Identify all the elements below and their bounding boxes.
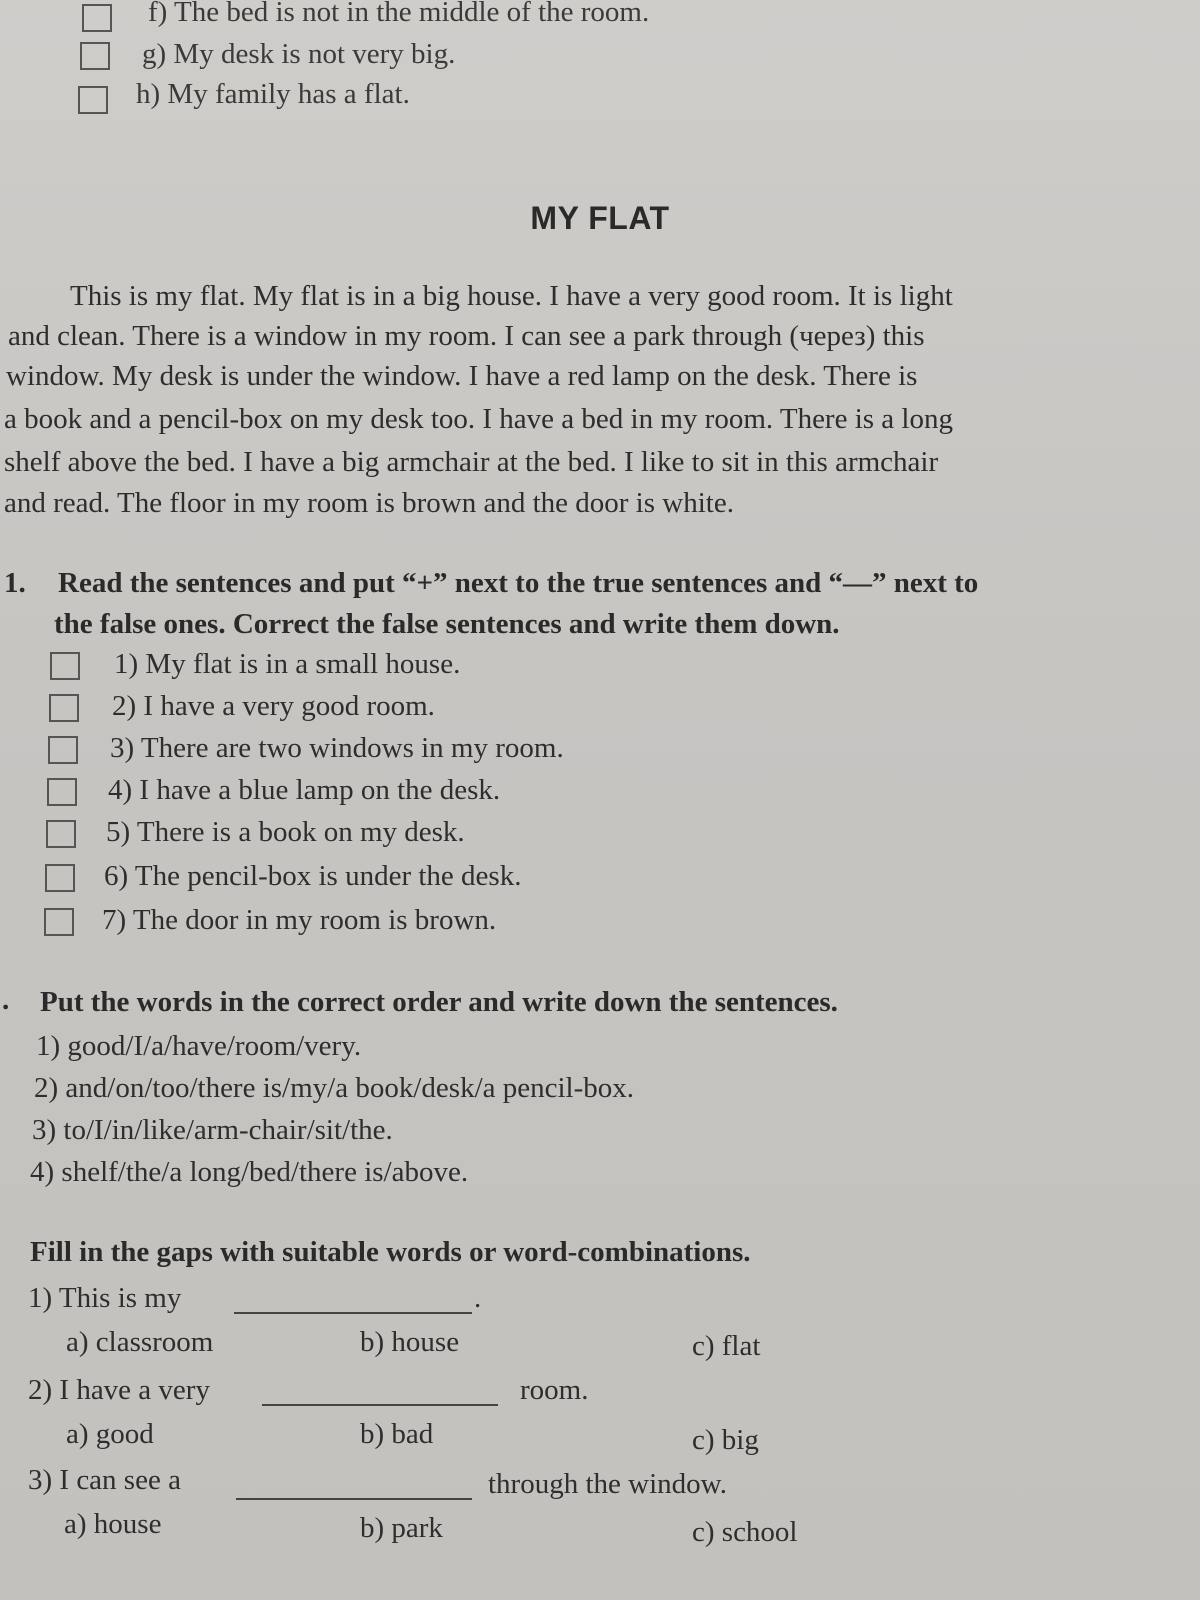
checkbox-6[interactable] <box>45 864 75 892</box>
text-title: MY FLAT <box>530 200 670 236</box>
statement-2: 2) I have a very good room. <box>112 690 435 722</box>
option-3a: a) house <box>64 1508 162 1540</box>
paragraph-line-6: and read. The floor in my room is brown and the door is white. <box>4 487 734 519</box>
paragraph-line-4: a book and a pencil-box on my desk too. I have a bed in my room. There is a long <box>4 403 953 435</box>
reorder-item-3: 3) to/I/in/like/arm-chair/sit/the. <box>32 1114 393 1146</box>
statement-5: 5) There is a book on my desk. <box>106 816 465 848</box>
gap-question-3: 3) I can see a <box>28 1464 181 1496</box>
checkbox-h[interactable] <box>78 86 108 114</box>
checkbox-f[interactable] <box>82 4 112 32</box>
statement-4: 4) I have a blue lamp on the desk. <box>108 774 501 806</box>
option-3b: b) park <box>360 1512 443 1544</box>
gap-question-2-end: room. <box>520 1374 589 1406</box>
option-2c: c) big <box>692 1424 759 1456</box>
gap-question-1: 1) This is my <box>28 1282 182 1314</box>
checkbox-4[interactable] <box>47 778 77 806</box>
statement-1: 1) My flat is in a small house. <box>114 648 461 680</box>
gap-question-2: 2) I have a very <box>28 1374 210 1406</box>
option-1b: b) house <box>360 1326 460 1358</box>
gap-blank-1[interactable] <box>234 1312 472 1314</box>
option-2b: b) bad <box>360 1418 434 1450</box>
task1-instruction-line1: Read the sentences and put “+” next to the true sentences and “—” next to <box>58 567 979 599</box>
checkbox-g[interactable] <box>80 42 110 70</box>
statement-3: 3) There are two windows in my room. <box>110 732 564 764</box>
reorder-item-1: 1) good/I/a/have/room/very. <box>36 1030 362 1062</box>
gap-blank-3[interactable] <box>236 1498 472 1500</box>
gap-question-3-end: through the window. <box>488 1468 727 1500</box>
statement-6: 6) The pencil-box is under the desk. <box>104 860 522 892</box>
reorder-item-4: 4) shelf/the/a long/bed/there is/above. <box>30 1156 469 1188</box>
option-2a: a) good <box>66 1418 154 1450</box>
task1-number: 1. <box>4 567 26 599</box>
checkbox-3[interactable] <box>48 736 78 764</box>
paragraph-line-5: shelf above the bed. I have a big armchair at the bed. I like to sit in this armchair <box>4 446 939 478</box>
task3-instruction: Fill in the gaps with suitable words or word-combinations. <box>30 1236 751 1268</box>
checkbox-2[interactable] <box>49 694 79 722</box>
paragraph-line-1: This is my flat. My flat is in a big house. I have a very good room. It is light <box>70 280 953 312</box>
option-3c: c) school <box>692 1516 798 1548</box>
option-1c: c) flat <box>692 1330 761 1362</box>
statement-g: g) My desk is not very big. <box>142 38 456 70</box>
checkbox-7[interactable] <box>44 908 74 936</box>
reorder-item-2: 2) and/on/too/there is/my/a book/desk/a pencil-box. <box>34 1072 635 1104</box>
task1-instruction-line2: the false ones. Correct the false sentences and write them down. <box>54 608 840 640</box>
task2-instruction: Put the words in the correct order and write down the sentences. <box>40 986 838 1018</box>
statement-f: f) The bed is not in the middle of the room. <box>148 0 650 28</box>
task2-number: . <box>2 984 10 1016</box>
gap-blank-2[interactable] <box>262 1404 498 1406</box>
paragraph-line-3: window. My desk is under the window. I have a red lamp on the desk. There is <box>6 360 918 392</box>
statement-7: 7) The door in my room is brown. <box>102 904 497 936</box>
paragraph-line-2: and clean. There is a window in my room. I can see a park through (через) this <box>8 320 925 352</box>
gap-question-1-end: . <box>474 1282 482 1314</box>
statement-h: h) My family has a flat. <box>136 78 410 110</box>
checkbox-5[interactable] <box>46 820 76 848</box>
checkbox-1[interactable] <box>50 652 80 680</box>
option-1a: a) classroom <box>66 1326 214 1358</box>
